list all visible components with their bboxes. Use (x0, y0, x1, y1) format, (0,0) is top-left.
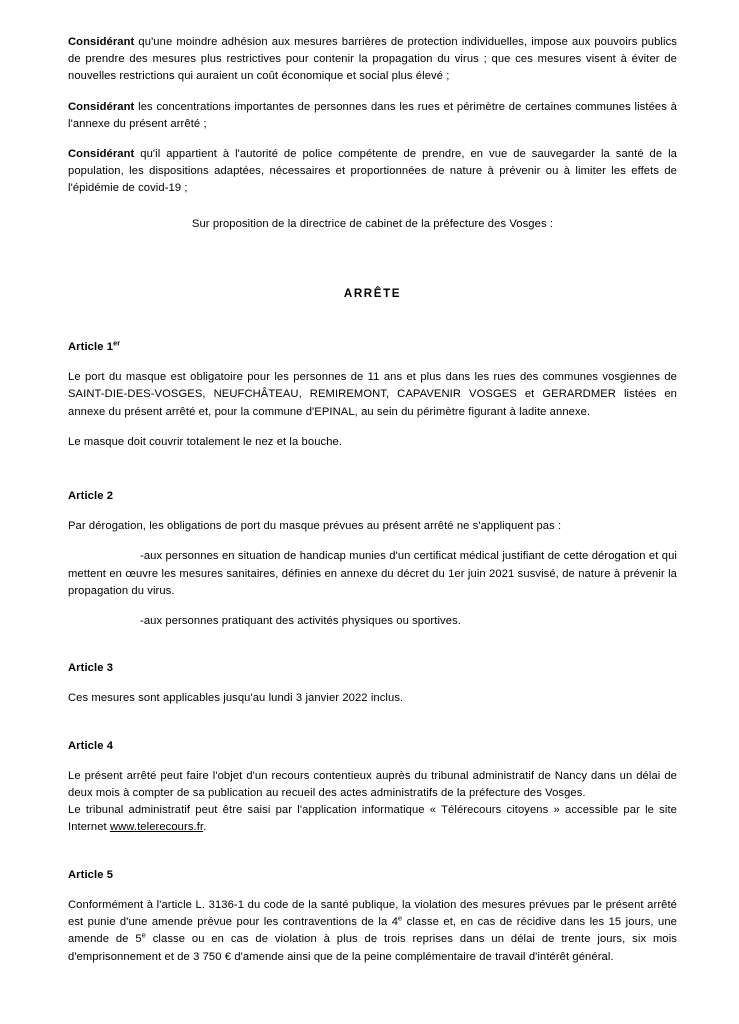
article-1-heading (68, 339, 677, 356)
paragraph-text (68, 34, 677, 86)
considerant-lead: Considérant (68, 148, 135, 161)
considerant-body: les concentrations importantes de personnes dans les rues et périmètre de certaines communes listées à l'annexe du présent arrêté ; (68, 100, 677, 130)
article-4-heading: Article 4 (68, 739, 114, 752)
article-1-paragraph-2: Le masque doit couvrir totalement le nez et la bouche. (68, 435, 343, 448)
article-3-heading: Article 3 (68, 662, 114, 675)
article-4-paragraph-2 (68, 802, 677, 836)
article-1-paragraph-1: Le port du masque est obligatoire pour les personnes de 11 ans et plus dans les rues des communes vosgiennes de SAINT-DIE-DES-VOSGES, NEUFCHÂTEAU, REMIREMONT, CAPAVENIR VOSGES et GERARDMER listées en annexe du présent arrêté et, pour la commune d'EPINAL, au sein du périmètre figurant à ladite annexe. (68, 371, 677, 418)
article-4-text-after-link: . (203, 821, 207, 834)
considerant-lead: Considérant (68, 36, 135, 48)
paragraph-text (68, 146, 677, 198)
article-5-part-3: classe ou en cas de violation à plus de trois reprises dans un délai de trente jours, six mois d'emprisonnement et de 3 750 € d'amende ainsi que de la peine complémentaire de travail d'intérêt général. (68, 933, 677, 963)
paragraph-text (68, 99, 677, 133)
article-3-paragraph-1: Ces mesures sont applicables jusqu'au lundi 3 janvier 2022 inclus. (68, 692, 404, 705)
considerant-paragraph-2 (68, 99, 677, 133)
article-5-part-2: classe et, en cas de récidive dans les 15 jours, une amende de 5 (68, 916, 677, 946)
considerant-paragraph-3 (68, 146, 677, 198)
article-2-paragraph-2: -aux personnes en situation de handicap munies d'un certificat médical justifiant de cette dérogation et qui mettent en œuvre les mesures sanitaires, définies en annexe du décret du 1er juin 2021 susvisé, de nature à prévenir la propagation du virus. (68, 550, 677, 597)
article-2-paragraph-3: -aux personnes pratiquant des activités physiques ou sportives. (140, 615, 461, 628)
article-heading-superscript: er (113, 338, 121, 348)
sur-proposition-line: Sur proposition de la directrice de cabinet de la préfecture des Vosges : (191, 217, 554, 230)
article-heading-text: Article 1 (68, 341, 114, 354)
considerant-lead: Considérant (68, 100, 135, 113)
article-4-paragraph-1: Le présent arrêté peut faire l'objet d'un recours contentieux auprès du tribunal administratif de Nancy dans un délai de deux mois à compter de sa publication au recueil des actes administratifs de la préfecture des Vosges. (68, 769, 677, 800)
telerecours-link[interactable]: www.telerecours.fr (109, 821, 204, 834)
considerant-body: qu'il appartient à l'autorité de police compétente de prendre, en vue de sauvegarder la santé de la population, les dispositions adaptées, nécessaires et proportionnées de nature à prévenir ou à limiter les effets de l'épidémie de covid-19 ; (68, 148, 677, 195)
article-2-paragraph-1: Par dérogation, les obligations de port du masque prévues au présent arrêté ne s'appliquent pas : (68, 520, 562, 533)
article-2-heading: Article 2 (68, 490, 114, 503)
arrete-title: ARRÊTE (343, 286, 402, 300)
article-5-paragraph-1 (68, 897, 677, 966)
article-5-superscript-1: e (398, 913, 403, 923)
article-5-part-1: Conformément à l'article L. 3136-1 du code de la santé publique, la violation des mesures prévues par le présent arrêté est punie d'une amende prévue pour les contraventions de la 4 (68, 898, 677, 929)
article-4-text-before-link: Le tribunal administratif peut être saisi par l'application informatique « Télérecours citoyens » accessible par le site Internet (68, 804, 677, 834)
article-5-superscript-2: e (141, 930, 146, 940)
considerant-body: qu'une moindre adhésion aux mesures barrières de protection individuelles, impose aux pouvoirs publics de prendre des mesures plus restrictives pour contenir la propagation du virus ; que ces mesures visent à éviter de nouvelles restrictions qui auraient un coût économique et social plus élevé ; (68, 36, 677, 83)
article-5-heading: Article 5 (68, 868, 114, 881)
considerant-paragraph-1 (68, 34, 677, 86)
